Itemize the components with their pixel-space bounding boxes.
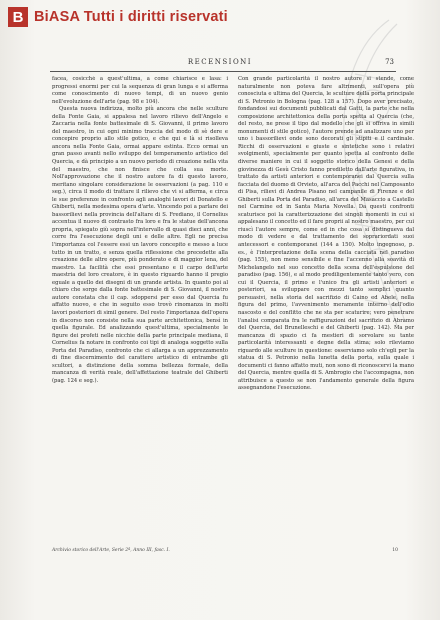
signature-mark: 10 <box>392 548 398 553</box>
page-number: 73 <box>385 58 394 66</box>
paragraph: Con grande particolarità il nostro autore si stende, come naturalmente non poteva fare altrimenti, sull'opera più conosciuta e ultima del Quercia, le sculture della porta principale di S. Petronio in Bologna (pag. 128 a 157). Dopo aver precisato, fondandosi sui documenti pubblicati dal Gatti, la parte che nella composizione architettonica della porta spetta al Quercia (che, del resto, ne prese il tipo dal modello che gli si offriva in simili monumenti di stile gotico), l'autore prende ad analizzare uno per uno i bassorilievi onde sono decorati gli stipiti e il cardinale. Ricchi di osservazioni e giuste e sintetiche sono i relativi svolgimenti, specialmente per quanto spetta al confronto delle diverse maniere in cui il soggetto storico della Genesi e della giovinezza di Gesù Cristo fanno prediletto dall'arte figurativa, in trattato da artisti anteriori e contemporanei dal Quercia sulla facciata del duomo di Orvieto, all'arca del Pacchi nel Camposanto di Pisa, rilievi di Andrea Pisano nel campanile di Firenze e del Ghiberti sulla Porta del Paradiso, all'arca del Masaccio a Castello nel Carmine ed in Santa Maria Novella. Da questi confronti scaturisce poi la caratterizzazione dei singoli momenti in cui si appalesano il concetto ed il fare proprii al nostro maestro, per cui riuscì l'autore sempre, come ed in che cosa si distingueva dal modo di vedere e dal trattamento dei soprariordati suoi antecessori e contemporanei (144 a 150). Molto ingegnoso, p. es., è l'interpretazione della scena della cacciata nel paradiso (pag. 155), non meno sensibile e fine l'accenno alla soavità di Michelangelo nel suo concetto della scena dell'espulsione del paradiso (pag. 156), e al modo prediligentemente tanto vero, con cui il Quercia, il primo e l'unico fra gli artisti anteriori e posteriori, sa sviluppare con mezzi tanto semplici quanto persuasivi, nella storia del sacrifizio di Caino ed Abele, nella figura del primo, l'avvenimento meramente interno dell'odio nascosto e del conflitto che ne sta per scaturire; vero penetrare l'analisi comparata fra le raffigurazioni del sacrifizio di Abramo del Quercia, del Brunelleschi e del Ghiberti (pag. 142). Ma per mancanza di spazio ci fa mestieri di sorvolare su tante particolarità interessanti e degne della stima; solo rileviamo riguardo alle sculture in questione: osserviamo solo ch'egli per la statua di S. Petronio nella lunetta della porta, sulla quale i documenti ci fanno affatto muti, non sono di riconoscervi la mano del Quercia, mentre quella di S. Ambrogio che l'accompagna, non attribuisce a questo se non l'andamento generale della figura assegnandone l'esecuzione. <box>238 76 414 392</box>
running-head <box>0 58 440 72</box>
biasa-banner-text: BiASA Tutti i diritti riservati <box>34 9 228 25</box>
running-title: RECENSIONI <box>187 58 253 66</box>
page-footer <box>52 548 398 558</box>
signature-line: Archivio storico dell'Arte, Serie 2ª, Anno III, fasc. I. <box>52 548 170 553</box>
biasa-logo-icon: B <box>8 7 28 27</box>
biasa-banner[interactable] <box>8 6 248 28</box>
header-rule <box>50 71 396 72</box>
text-column-right <box>238 76 414 546</box>
text-column-left <box>52 76 228 546</box>
paragraph: facea, cosicchè a quest'ultima, a come chiarisce e lasa: i progressi enormi per cui la sequenza di gran lunga e si afferma come conoscimento di nuovo tempi, di un nuovo genio nell'evoluzione dell'arte (pag. 98 e 104). <box>52 76 228 105</box>
paragraph: Questa nuova indirizza, molto più ancora che nelle sculture della Fonte Gaia, si appalesa nel lavoro rilievo dell'Angelo e Zaccaria nella fonte battesimale di S. Giovanni, il primo lavoro del maestro, in cui ogni minimo traccia del modo di sè dere e concepire proprio allo stile gotico, e che qui e là si risolleva ancora nella Fonte Gaia, ormai appare estinta. Ecco ormai un gran passo avanti nello sviluppo del temperamento artistico del Quercia, e dà principio a un nuovo periodo di creazione nella vita del maestro, che non finisce che colla sua morte. Noll'approvazione che il nostro autore fa di questo lavoro, meritano singolare considerazione le osservazioni (a pag. 110 e seg.), circa il modo di trattare il rilievo che vi si afferma, e circa le sue preferenze in confronto agli analoghi lavori di Donatello e Ghiberti, nella medesima opera d'arte. Vincendo poi a parlare dei bassorilievi nella provincia dell'altare di S. Frediano, il Cornelius accentua il nuovo di contrasto fra loro e fra le statue dell'ancona propria, spiegato giù sopra nell'intervallo di quasi dieci anni, che corre fra l'esecuzione degli uni e delle altre. Egli ne precisa l'importanza col l'essere essi un lavoro concepito e messo a luce tutto in un tratto, e senza quella riflessione che precedette alla creazione delle altre opere, più ponderato e di maggior lena, del maestro. La facilità che essi presentano e il carpo dell'arte maestria del loro creatore, è in questo riguardo hanno il pregio eguale a quello dei disegni di un grande artista. In quanto poi al chiaro che sorge dalla fonte battesimale di S. Giovanni, il nostro autore constata che il cap. sdoppersi per esso dal Quercia fu affatto nuovo, e che in seguito esso trovò rinomanza in molti lavori posteriori di simil genere. Del resto l'importanza dell'opera in discorso non consiste nella sua parte architettonica, bensì in quella figurale. Ed analizzando quest'ultima, specialmente le figure dei profeti nelle nicchie della parte principale mediana, il Cornelius fa notare in confronto coi tipi di analoga soggetto sulla Porta del Paradiso, confronto che ci allarga a un apprezzamento di fine discernimento del carattere artistico di entrambe gli scultori, a distinzione della somma bellezza formale, della mancanza di verità reale, dell'affettazione teatrale del Ghiberti (pag. 124 e seg.). <box>52 106 228 384</box>
